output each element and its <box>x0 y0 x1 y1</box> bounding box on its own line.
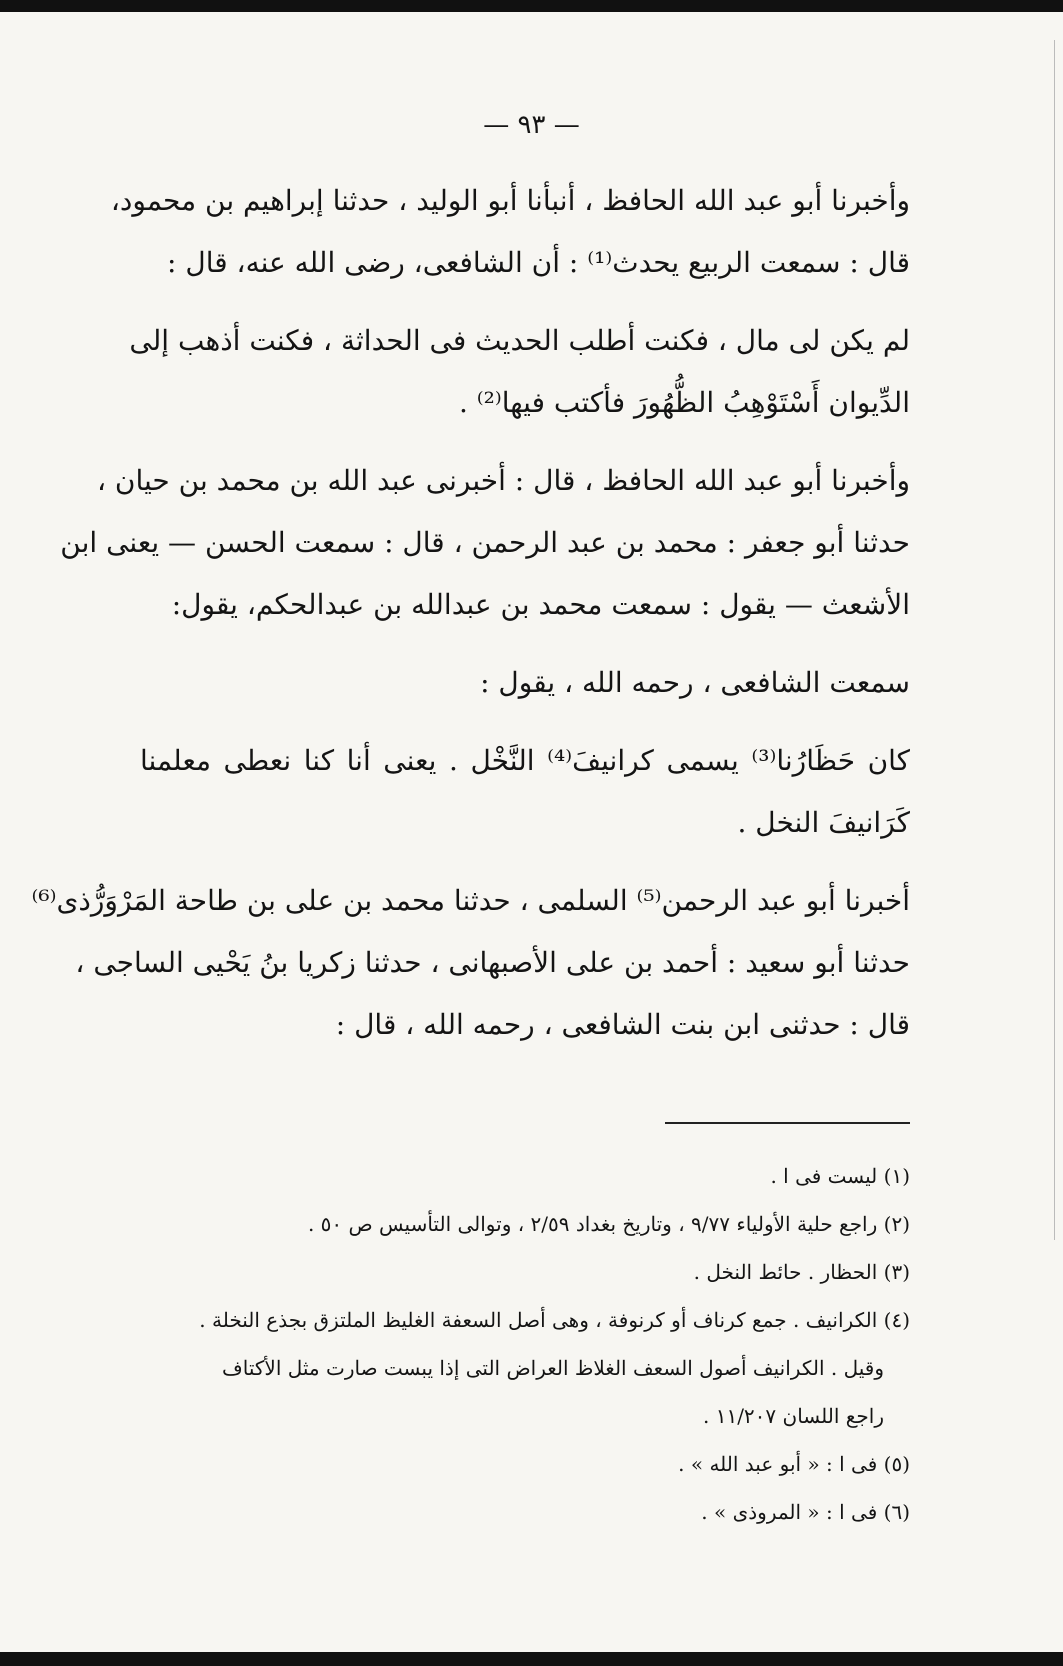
footnote-continuation: وقيل . الكرانيف أصول السعف الغلاظ العراض التى إذا يبست صارت مثل الأكتاف <box>222 1356 884 1380</box>
text-line: وأخبرنا أبو عبد الله الحافظ ، قال : أخبرنى عبد الله بن محمد بن حيان ، <box>96 464 910 497</box>
text-line: الأشعث — يقول : سمعت محمد بن عبدالله بن عبدالحكم، يقول: <box>171 588 910 621</box>
footnote-separator <box>665 1122 910 1124</box>
footnote: (٤) الكرانيف . جمع كرناف أو كرنوفة ، وهى أصل السعفة الغليظ الملتزق بجذع النخلة . <box>199 1308 910 1332</box>
footnote: (١) ليست فى ا . <box>770 1164 910 1188</box>
top-edge <box>0 0 1063 12</box>
bottom-edge <box>0 1652 1063 1666</box>
text-line: قال : حدثنى ابن بنت الشافعى ، رحمه الله ، قال : <box>335 1008 910 1041</box>
text-line: سمعت الشافعى ، رحمه الله ، يقول : <box>480 666 910 699</box>
footnote: (٣) الحظار . حائط النخل . <box>693 1260 910 1284</box>
page-edge-line <box>1054 40 1055 1240</box>
main-text <box>31 170 911 1056</box>
text-line: قال : سمعت الربيع يحدث⁽¹⁾ : أن الشافعى، رضى الله عنه، قال : <box>167 246 910 279</box>
page-number: — ٩٣ — <box>483 110 580 140</box>
footnote: (٥) فى ا : « أبو عبد الله » . <box>678 1452 910 1476</box>
text-line: الدِّيوان أَسْتَوْهِبُ الظُّهُورَ فأكتب فيها⁽²⁾ . <box>458 386 910 419</box>
footnote: (٢) راجع حلية الأولياء ٩/٧٧ ، وتاريخ بغداد ٢/٥٩ ، وتوالى التأسيس ص ٥٠ . <box>307 1212 910 1236</box>
text-line: كان حَظَارُنا⁽³⁾ يسمى كرانيفَ⁽⁴⁾ النَّخْل . يعنى أنا كنا نعطى معلمنا <box>140 744 911 777</box>
footnotes <box>130 1152 910 1536</box>
footnote-continuation: راجع اللسان ١١/٢٠٧ . <box>702 1404 884 1428</box>
text-line: وأخبرنا أبو عبد الله الحافظ ، أنبأنا أبو الوليد ، حدثنا إبراهيم بن محمود، <box>110 184 910 217</box>
text-line: كَرَانيفَ النخل . <box>737 806 910 839</box>
text-line: لم يكن لى مال ، فكنت أطلب الحديث فى الحداثة ، فكنت أذهب إلى <box>129 324 910 357</box>
text-line: حدثنا أبو سعيد : أحمد بن على الأصبهانى ، حدثنا زكريا بنُ يَحْيى الساجى ، <box>75 946 910 979</box>
footnote: (٦) فى ا : « المروذى » . <box>701 1500 910 1524</box>
text-line: حدثنا أبو جعفر : محمد بن عبد الرحمن ، قال : سمعت الحسن — يعنى ابن <box>60 526 910 559</box>
text-line: أخبرنا أبو عبد الرحمن⁽⁵⁾ السلمى ، حدثنا محمد بن على بن طاحة المَرْوَرُّذى⁽⁶⁾ <box>31 884 910 917</box>
